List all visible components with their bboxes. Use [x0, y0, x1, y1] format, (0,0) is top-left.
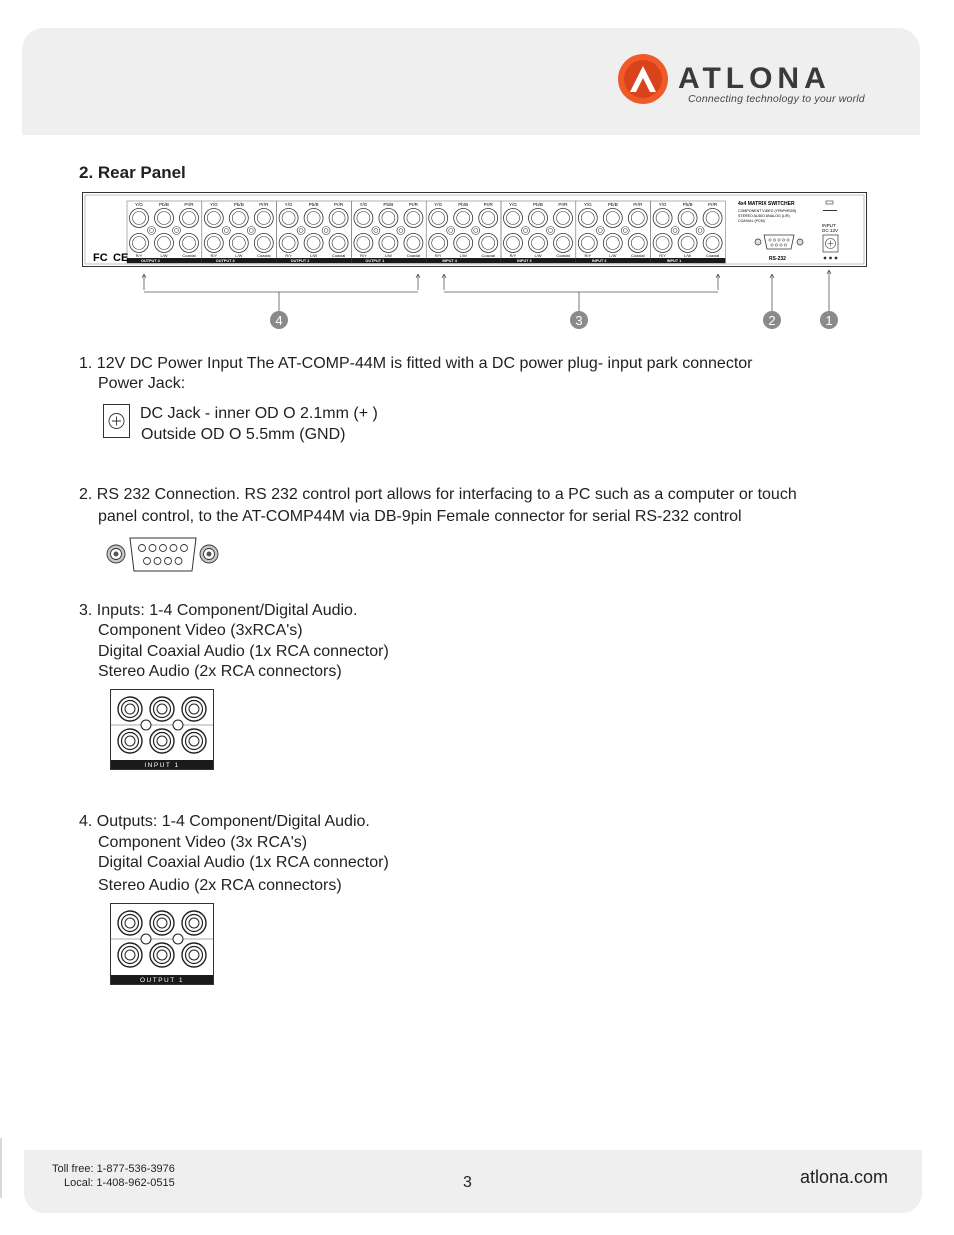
panel-info-title: 4x4 MATRIX SWITCHER [738, 201, 795, 207]
panel-bottom-label: L/W [160, 253, 168, 258]
panel-col-label: Pb/B [233, 202, 244, 207]
screw-icon [547, 227, 555, 235]
screw-icon [173, 227, 181, 235]
panel-bottom-label: R/Y [509, 253, 517, 258]
callout-1 [820, 311, 838, 329]
panel-group-label: OUTPUT 3 [215, 259, 235, 264]
screw-icon [141, 720, 151, 730]
item1-line1: 1. 12V DC Power Input The AT-COMP-44M is fitted with a DC power plug- input park connector [79, 355, 753, 372]
screw-icon [372, 227, 380, 235]
panel-group-label: OUTPUT 4 [141, 259, 160, 264]
panel-group-label: INPUT 4 [442, 259, 457, 264]
brand-tagline: Connecting technology to your world [688, 93, 865, 105]
panel-col-label: Pr/R [483, 202, 493, 207]
screw-icon [596, 227, 604, 235]
panel-group-label: INPUT 1 [666, 259, 682, 264]
panel-bottom-label: R/Y [135, 253, 143, 258]
panel-col-label: Pb/B [308, 202, 319, 207]
panel-col-label: Y/G [135, 202, 143, 207]
panel-group-label: OUTPUT 1 [365, 259, 385, 264]
callout-3 [570, 311, 588, 329]
panel-callouts [82, 268, 868, 332]
panel-bottom-label: Coaxial [406, 253, 421, 258]
screw-icon [621, 227, 629, 235]
section-title: 2. Rear Panel [79, 163, 186, 182]
panel-col-label: Pr/R [708, 202, 718, 207]
svg-text:4: 4 [275, 313, 283, 328]
panel-col-label: Y/G [284, 202, 293, 207]
rs232-label: RS-232 [769, 256, 786, 262]
item2-line2: panel control, to the AT-COMP44M via DB-9pin Female connector for serial RS-232 control [98, 508, 742, 525]
item3-line4: Stereo Audio (2x RCA connectors) [98, 663, 342, 680]
fc-mark: FC [93, 252, 108, 264]
screw-icon [671, 227, 679, 235]
panel-bottom-label: R/Y [659, 253, 666, 258]
panel-col-label: Pr/R [558, 202, 568, 207]
screw-icon [200, 545, 218, 563]
panel-bottom-label: L/W [310, 253, 318, 258]
panel-bottom-label: Coaxial [331, 253, 346, 258]
panel-bottom-label: R/Y [584, 253, 592, 258]
item1-line2: Power Jack: [98, 375, 186, 392]
screw-icon [148, 227, 156, 235]
panel-info-line: COMPONENT VIDEO (YPbPr/RGB) [738, 209, 797, 213]
item3-line1: 3. Inputs: 1-4 Component/Digital Audio. [79, 602, 358, 619]
panel-info-line: STEREO AUDIO ANALOG (L/R) [738, 214, 790, 218]
panel-col-label: Pb/B [159, 202, 169, 207]
panel-bottom-label: L/W [384, 253, 392, 258]
margin-mark [0, 1138, 2, 1198]
toll-free-number: Toll free: 1-877-536-3976 [52, 1163, 175, 1175]
panel-col-label: Pb/B [682, 202, 693, 207]
panel-col-label: Y/G [434, 202, 443, 207]
power-label: DC 12V [822, 228, 839, 233]
panel-bottom-label: R/Y [360, 253, 367, 258]
panel-col-label: Y/G [209, 202, 218, 207]
panel-group-label: OUTPUT 2 [290, 259, 310, 264]
panel-col-label: Y/G [359, 202, 368, 207]
panel-bottom-label: Coaxial [481, 253, 495, 258]
item1-spec1: DC Jack - inner OD O 2.1mm (+ ) [140, 405, 378, 422]
item4-line2: Component Video (3x RCA's) [98, 834, 308, 851]
item4-line3: Digital Coaxial Audio (1x RCA connector) [98, 854, 389, 871]
page-number: 3 [463, 1174, 472, 1191]
panel-col-label: Pr/R [334, 202, 344, 207]
svg-text:2: 2 [768, 313, 776, 328]
screw-icon [522, 227, 530, 235]
panel-bottom-label: R/Y [434, 253, 442, 258]
panel-bottom-label: R/Y [210, 253, 218, 258]
panel-bottom-label: L/W [235, 253, 243, 258]
panel-bottom-label: Coaxial [257, 253, 271, 258]
output-image-label: OUTPUT 1 [139, 977, 185, 984]
power-label: INPUT [822, 223, 836, 228]
panel-col-label: Pb/B [383, 202, 394, 207]
screw-icon [247, 227, 255, 235]
panel-col-label: Pr/R [259, 202, 269, 207]
item3-line2: Component Video (3xRCA's) [98, 622, 303, 639]
screw-icon [397, 227, 405, 235]
panel-col-label: Pr/R [184, 202, 194, 207]
screw-icon [141, 934, 151, 944]
item4-line1: 4. Outputs: 1-4 Component/Digital Audio. [79, 813, 370, 830]
panel-bottom-label: Coaxial [556, 253, 570, 258]
callout-4 [270, 311, 288, 329]
item1-spec2: Outside OD O 5.5mm (GND) [141, 426, 346, 443]
screw-icon [107, 545, 125, 563]
screw-icon [222, 227, 230, 235]
panel-col-label: Pr/R [408, 202, 418, 207]
screw-icon [696, 227, 704, 235]
panel-bottom-label: L/W [459, 253, 467, 258]
panel-group-label: INPUT 2 [591, 259, 607, 264]
panel-col-label: Pb/B [607, 202, 618, 207]
screw-icon [322, 227, 330, 235]
panel-col-label: Pb/B [533, 202, 543, 207]
panel-bottom-label: L/W [609, 253, 617, 258]
panel-bottom-label: L/W [534, 253, 542, 258]
output-connector-diagram [110, 903, 215, 985]
item2-line1: 2. RS 232 Connection. RS 232 control port allows for interfacing to a PC such as a computer or touch [79, 486, 797, 503]
svg-text:1: 1 [825, 313, 833, 328]
item4-line4: Stereo Audio (2x RCA connectors) [98, 877, 342, 894]
panel-bottom-label: Coaxial [182, 253, 196, 258]
screw-icon [173, 934, 183, 944]
item3-line3: Digital Coaxial Audio (1x RCA connector) [98, 643, 389, 660]
panel-col-label: Y/G [509, 202, 517, 207]
svg-text:3: 3 [575, 313, 583, 328]
screw-icon [173, 720, 183, 730]
screw-icon [447, 227, 455, 235]
panel-col-label: Pb/B [458, 202, 469, 207]
panel-bottom-label: Coaxial [705, 253, 720, 258]
panel-bottom-label: R/Y [285, 253, 292, 258]
dc-jack-icon [103, 404, 130, 438]
panel-group-label: INPUT 3 [517, 259, 532, 264]
local-number: Local: 1-408-962-0515 [64, 1177, 175, 1189]
input-connector-diagram [110, 689, 215, 770]
input-image-label: INPUT 1 [144, 762, 180, 769]
rear-panel-diagram [82, 192, 868, 268]
ce-mark: CE [113, 252, 129, 264]
panel-col-label: Y/G [658, 202, 667, 207]
website-link[interactable]: atlona.com [800, 1167, 889, 1187]
panel-col-label: Y/G [583, 202, 592, 207]
brand-wordmark: ATLONA [678, 62, 831, 95]
panel-bottom-label: L/W [684, 253, 692, 258]
db9-connector-icon [106, 535, 220, 575]
screw-icon [472, 227, 480, 235]
screw-icon [297, 227, 305, 235]
callout-2 [763, 311, 781, 329]
panel-info-line: COAXIAL (PCM) [738, 219, 765, 223]
panel-col-label: Pr/R [633, 202, 643, 207]
panel-bottom-label: Coaxial [631, 253, 645, 258]
